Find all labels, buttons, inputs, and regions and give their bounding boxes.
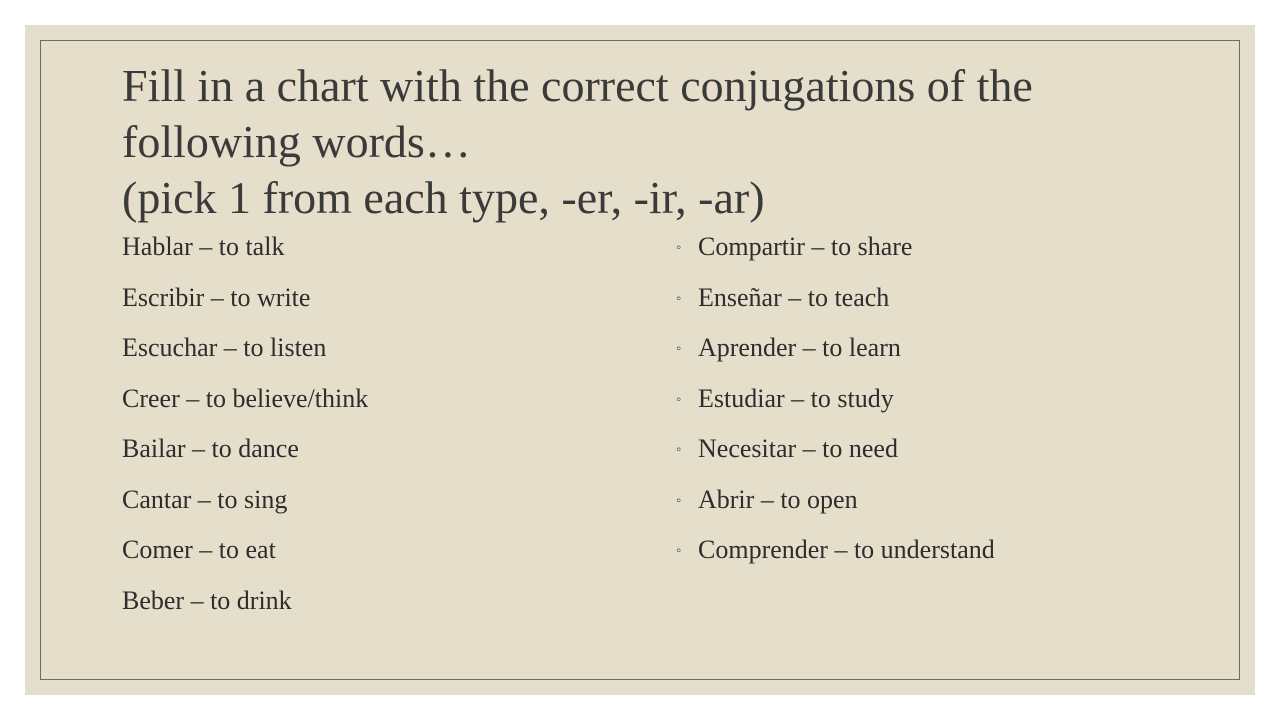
list-item — [676, 479, 995, 530]
list-item: Hablar – to talk — [122, 232, 285, 261]
list-item-text: Comprender – to understand — [698, 535, 995, 564]
slide-title — [122, 58, 1232, 226]
list-item: Creer – to believe/think — [122, 383, 369, 413]
bullet-icon: ◦ — [676, 240, 682, 256]
list-item — [676, 428, 995, 479]
list-item: Comer – to eat — [122, 535, 276, 564]
list-item — [676, 277, 995, 328]
title-line-3: (pick 1 from each type, -er, -ir, -ar) — [122, 172, 765, 223]
list-item: Escuchar – to listen — [122, 333, 327, 362]
list-item — [676, 378, 995, 429]
list-item-text: Abrir – to open — [698, 484, 858, 514]
list-item: Escribir – to write — [122, 282, 311, 312]
list-item-text: Compartir – to share — [698, 232, 913, 261]
list-item — [676, 226, 995, 277]
list-item-text: Aprender – to learn — [698, 333, 901, 362]
bullet-icon: ◦ — [676, 391, 682, 408]
list-item-text: Necesitar – to need — [698, 434, 898, 463]
title-line-1: Fill in a chart with the correct conjugations of the — [122, 60, 1033, 111]
bullet-icon: ◦ — [676, 543, 682, 559]
list-item: Cantar – to sing — [122, 484, 288, 514]
verb-list-left — [122, 226, 368, 630]
bullet-icon: ◦ — [676, 341, 682, 357]
list-item — [676, 327, 995, 378]
list-item-text: Estudiar – to study — [698, 383, 894, 413]
title-line-2: following words… — [122, 116, 471, 167]
verb-list-right — [676, 226, 995, 580]
bullet-icon: ◦ — [676, 442, 682, 458]
list-item-text: Enseñar – to teach — [698, 282, 890, 312]
list-item — [676, 529, 995, 580]
list-item: Bailar – to dance — [122, 434, 299, 463]
bullet-icon: ◦ — [676, 492, 682, 509]
list-item: Beber – to drink — [122, 585, 292, 615]
bullet-icon: ◦ — [676, 290, 682, 307]
